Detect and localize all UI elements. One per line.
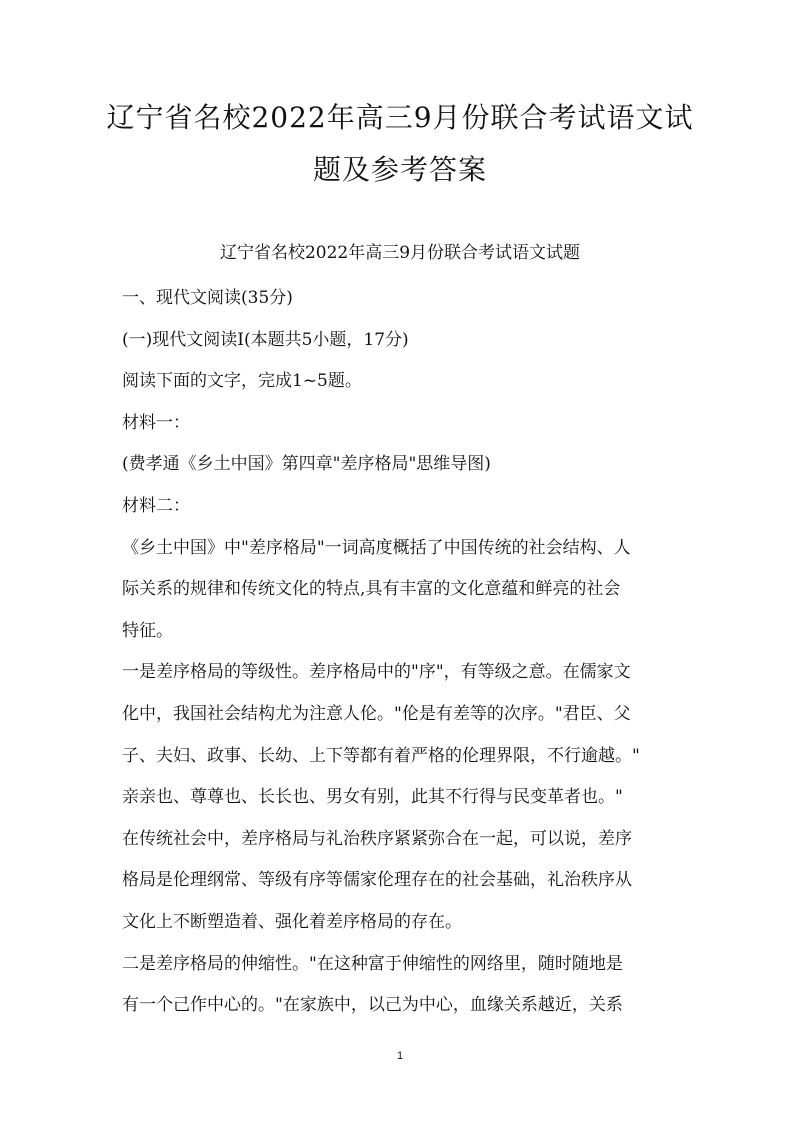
- title-line-1: 辽宁省名校2022年高三9月份联合考试语文试: [106, 101, 694, 134]
- title-line-2: 题及参考答案: [312, 153, 487, 186]
- paragraph-line: 一是差序格局的等级性。差序格局中的"序"，有等级之意。在儒家文: [122, 662, 631, 683]
- document-title: [0, 92, 800, 196]
- section-heading: 一、现代文阅读(35分): [122, 288, 293, 308]
- document-body: [122, 278, 692, 1027]
- paragraph-line: 在传统社会中，差序格局与礼治秩序紧紧弥合在一起，可以说，差序: [122, 828, 632, 849]
- paragraph-line: 文化上不断塑造着、强化着差序格局的存在。: [122, 911, 462, 932]
- instruction-line: 阅读下面的文字，完成1~5题。: [122, 371, 362, 392]
- paragraph-line: 子、夫妇、政事、长幼、上下等都有着严格的伦理界限，不行逾越。": [122, 745, 640, 766]
- paragraph-line: 化中，我国社会结构尤为注意人伦。"伦是有差等的次序。"君臣、父: [122, 703, 631, 724]
- subsection-heading: (一)现代文阅读Ⅰ(本题共5小题，17分): [122, 329, 409, 350]
- paragraph-line: 特征。: [122, 620, 173, 641]
- paragraph-line: 际关系的规律和传统文化的特点,具有丰富的文化意蕴和鲜亮的社会: [122, 579, 621, 600]
- material-note: (费孝通《乡土中国》第四章"差序格局"思维导图): [122, 454, 491, 475]
- material-label: 材料一：: [122, 412, 190, 433]
- paragraph-line: 有一个己作中心的。"在家族中，以己为中心，血缘关系越近，关系: [122, 995, 623, 1016]
- page-number: 1: [396, 1050, 404, 1062]
- material-label: 材料二：: [122, 495, 190, 516]
- paragraph-line: 亲亲也、尊尊也、长长也、男女有别，此其不行得与民变革者也。": [122, 787, 623, 808]
- document-subtitle: 辽宁省名校2022年高三9月份联合考试语文试题: [219, 243, 581, 263]
- paragraph-line: 格局是伦理纲常、等级有序等儒家伦理存在的社会基础，礼治秩序从: [122, 870, 632, 891]
- paragraph-line: 二是差序格局的伸缩性。"在这种富于伸缩性的网络里，随时随地是: [122, 953, 623, 974]
- paragraph-line: 《乡土中国》中"差序格局"一词高度概括了中国传统的社会结构、人: [122, 537, 631, 558]
